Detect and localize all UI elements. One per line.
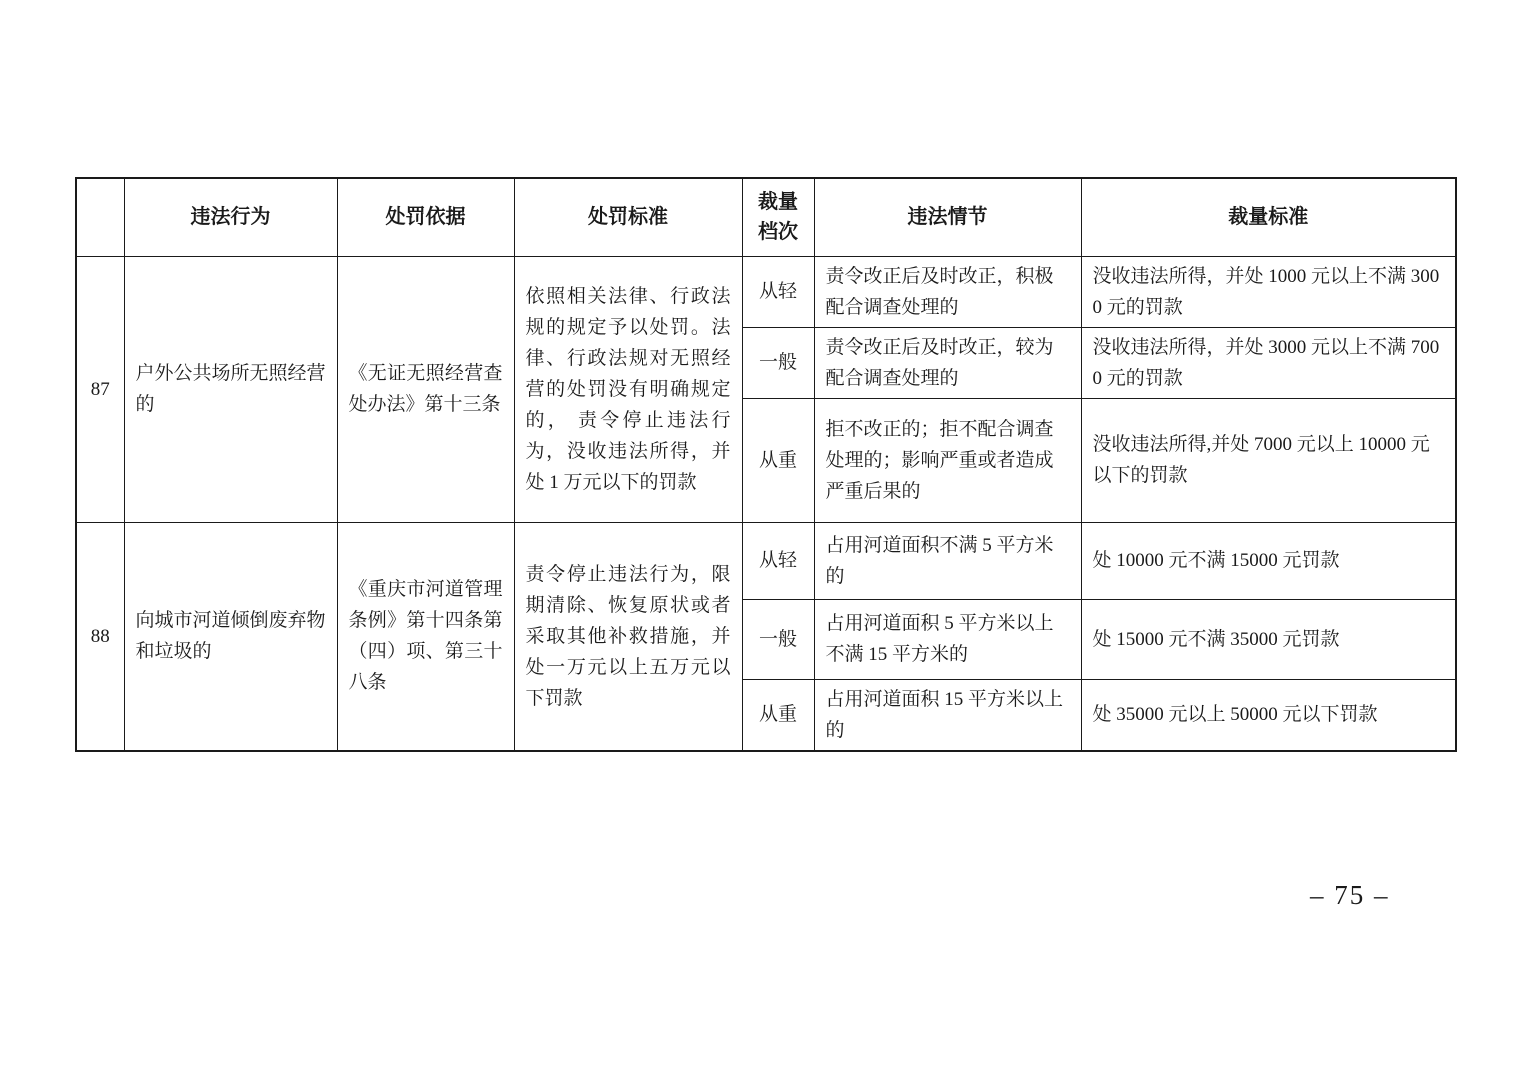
row-number: 88: [76, 522, 124, 751]
level-cell: 从轻: [742, 522, 814, 599]
violation-cell: 向城市河道倾倒废弃物和垃圾的: [124, 522, 337, 751]
header-index: [76, 178, 124, 256]
circumstance-cell: 占用河道面积不满 5 平方米的: [814, 522, 1081, 599]
header-standard: 处罚标准: [514, 178, 742, 256]
penalty-discretion-table: [75, 177, 1457, 752]
discretion-cell: 处 10000 元不满 15000 元罚款: [1081, 522, 1456, 599]
discretion-cell: 处 15000 元不满 35000 元罚款: [1081, 599, 1456, 679]
violation-cell: 户外公共场所无照经营的: [124, 256, 337, 522]
level-cell: 一般: [742, 599, 814, 679]
basis-cell: 《无证无照经营查处办法》第十三条: [337, 256, 514, 522]
discretion-cell: 没收违法所得,并处 7000 元以上 10000 元以下的罚款: [1081, 398, 1456, 522]
level-cell: 从重: [742, 398, 814, 522]
table-row: [76, 522, 1456, 599]
header-level: 裁量档次: [742, 178, 814, 256]
table-row: [76, 256, 1456, 327]
level-cell: 从轻: [742, 256, 814, 327]
circumstance-cell: 占用河道面积 15 平方米以上的: [814, 679, 1081, 751]
level-cell: 从重: [742, 679, 814, 751]
discretion-cell: 没收违法所得，并处 1000 元以上不满 3000 元的罚款: [1081, 256, 1456, 327]
basis-cell: 《重庆市河道管理条例》第十四条第（四）项、第三十八条: [337, 522, 514, 751]
header-basis: 处罚依据: [337, 178, 514, 256]
table-header-row: [76, 178, 1456, 256]
circumstance-cell: 占用河道面积 5 平方米以上不满 15 平方米的: [814, 599, 1081, 679]
standard-cell: 依照相关法律、行政法规的规定予以处罚。法律、行政法规对无照经营的处罚没有明确规定的， 责令停止违法行为，没收违法所得，并处 1 万元以下的罚款: [514, 256, 742, 522]
header-circumstance: 违法情节: [814, 178, 1081, 256]
page-number: – 75 –: [1310, 880, 1390, 910]
header-discretion: 裁量标准: [1081, 178, 1456, 256]
discretion-cell: 没收违法所得，并处 3000 元以上不满 7000 元的罚款: [1081, 327, 1456, 398]
standard-cell: 责令停止违法行为，限期清除、恢复原状或者采取其他补救措施，并处一万元以上五万元以下罚款: [514, 522, 742, 751]
circumstance-cell: 拒不改正的；拒不配合调查处理的；影响严重或者造成严重后果的: [814, 398, 1081, 522]
header-violation: 违法行为: [124, 178, 337, 256]
discretion-cell: 处 35000 元以上 50000 元以下罚款: [1081, 679, 1456, 751]
circumstance-cell: 责令改正后及时改正，积极配合调查处理的: [814, 256, 1081, 327]
circumstance-cell: 责令改正后及时改正，较为配合调查处理的: [814, 327, 1081, 398]
level-cell: 一般: [742, 327, 814, 398]
row-number: 87: [76, 256, 124, 522]
